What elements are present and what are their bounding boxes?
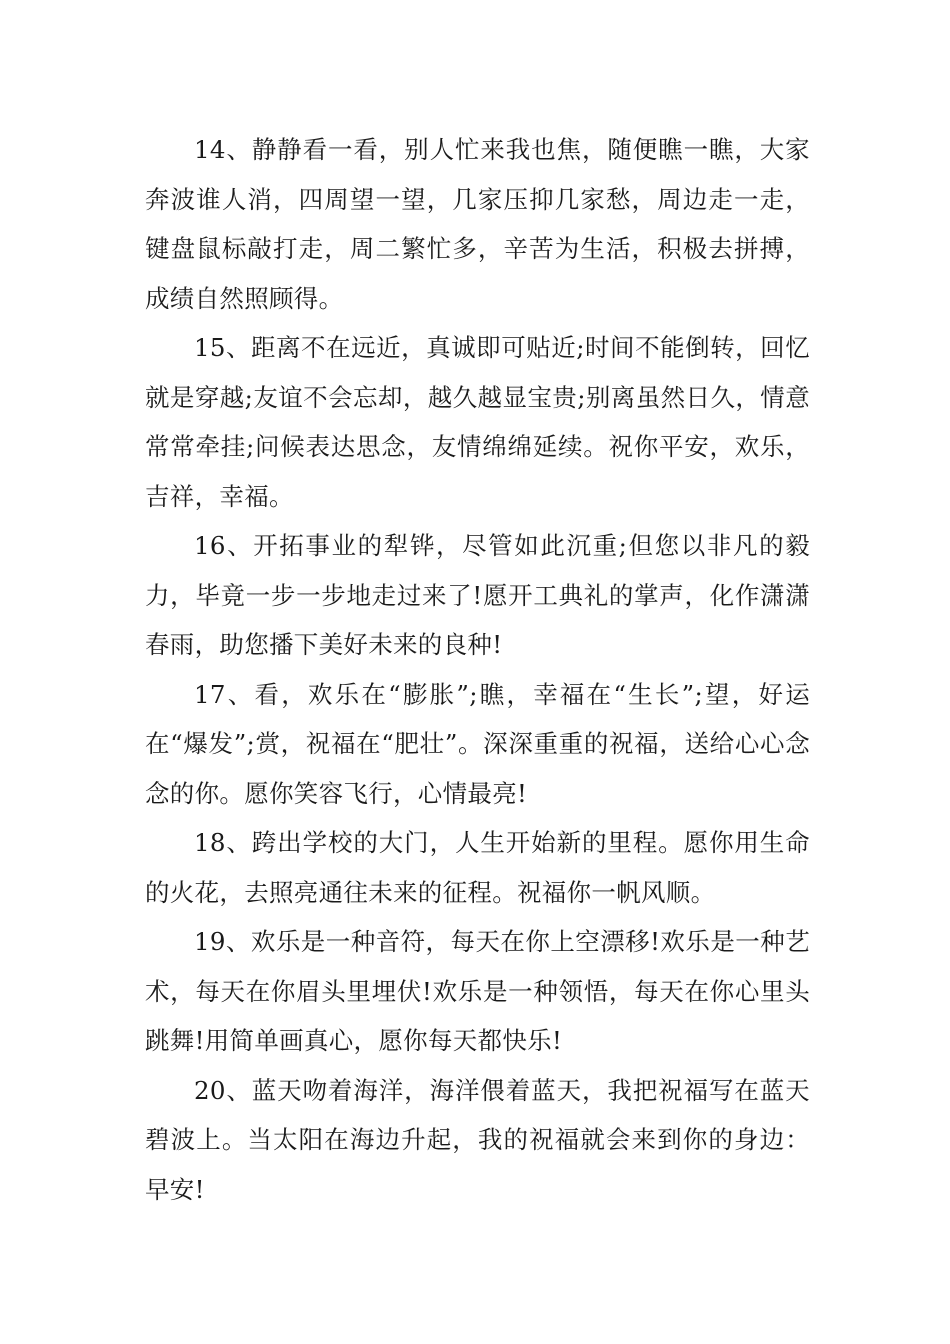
paragraph-16: 16、开拓事业的犁铧，尽管如此沉重;但您以非凡的毅力，毕竟一步一步地走过来了!愿开工典礼的掌声，化作潇潇春雨，助您播下美好未来的良种!	[145, 531, 810, 659]
paragraph-14: 14、静静看一看，别人忙来我也焦，随便瞧一瞧，大家奔波谁人消，四周望一望，几家压抑几家愁，周边走一走，键盘鼠标敲打走，周二繁忙多，辛苦为生活，积极去拼搏，成绩自然照顾得。	[145, 135, 810, 313]
paragraph-17: 17、看，欢乐在“膨胀”;瞧，幸福在“生长”;望，好运在“爆发”;赏，祝福在“肥壮”。深深重重的祝福，送给心心念念的你。愿你笑容飞行，心情最亮!	[145, 679, 810, 808]
paragraph-20: 20、蓝天吻着海洋，海洋偎着蓝天，我把祝福写在蓝天碧波上。当太阳在海边升起，我的祝福就会来到你的身边：早安!	[145, 1075, 810, 1204]
paragraph-18: 18、跨出学校的大门，人生开始新的里程。愿你用生命的火花，去照亮通往未来的征程。祝福你一帆风顺。	[145, 828, 810, 907]
document-body	[145, 125, 810, 1214]
paragraph-15: 15、距离不在远近，真诚即可贴近;时间不能倒转，回忆就是穿越;友谊不会忘却，越久越显宝贵;别离虽然日久，情意常常牵挂;问候表达思念，友情绵绵延续。祝你平安，欢乐，吉祥，幸福。	[145, 333, 810, 511]
paragraph-19: 19、欢乐是一种音符，每天在你上空漂移!欢乐是一种艺术，每天在你眉头里埋伏!欢乐是一种领悟，每天在你心里头跳舞!用简单画真心，愿你每天都快乐!	[145, 927, 810, 1055]
